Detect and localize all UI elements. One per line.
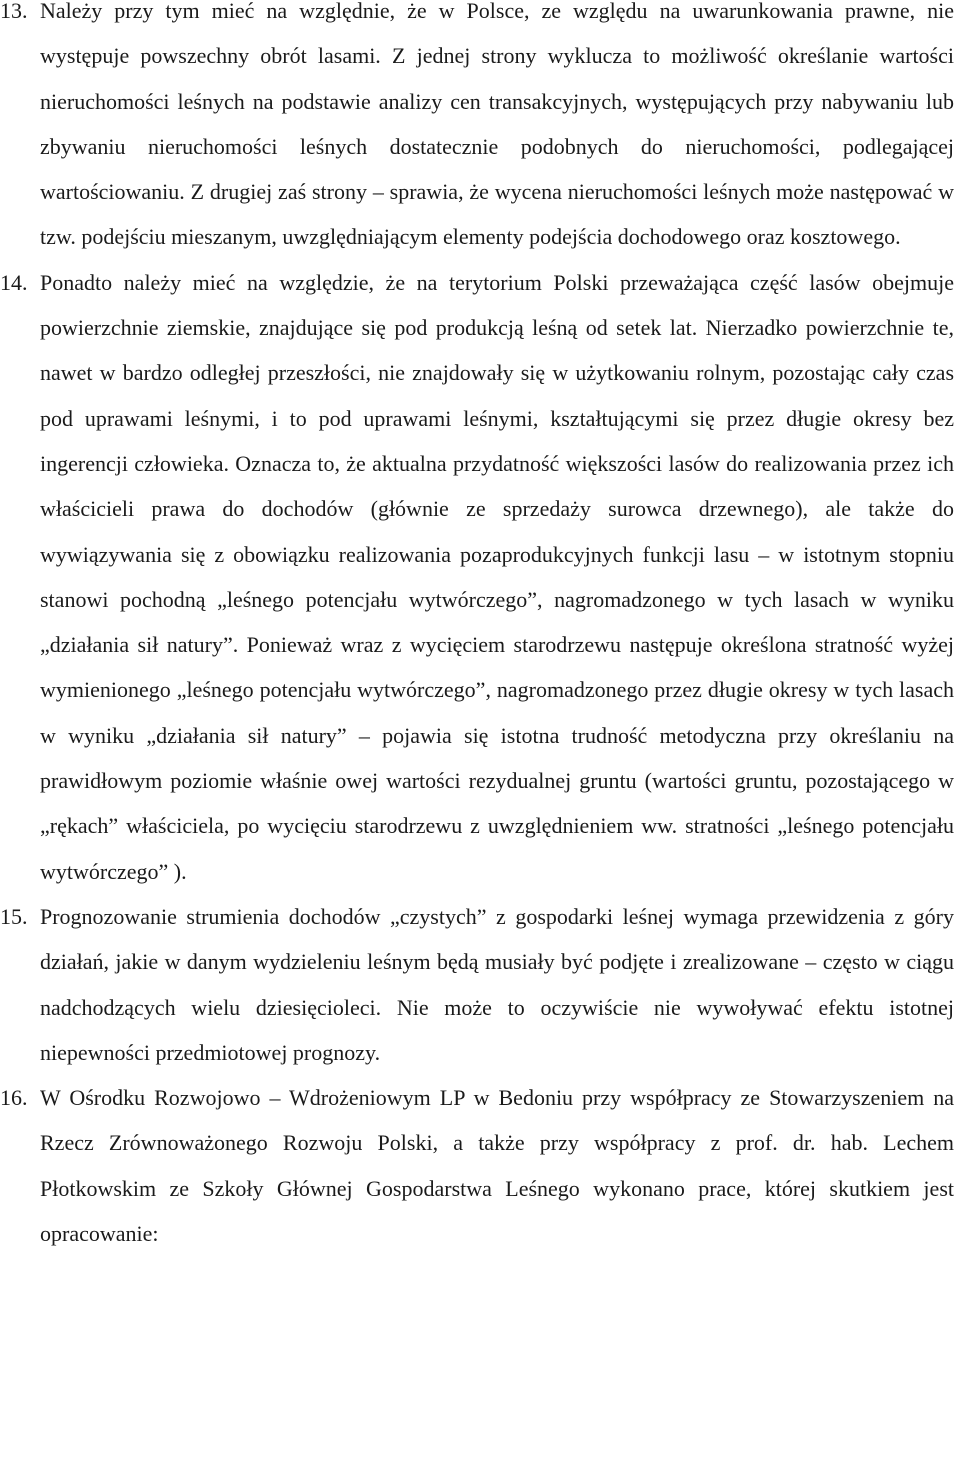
item-number: 14. [0,269,28,295]
list-item [0,260,954,894]
item-text: Należy przy tym mieć na względnie, że w Polsce, ze względu na uwarunkowania prawne, nie występuje powszechny obrót lasami. Z jednej strony wyklucza to możliwość określanie wartości nieruchomości leśnych na podstawie analizy cen transakcyjnych, występujących przy nabywaniu lub zbywaniu nieruchomości leśnych dostatecznie podobnych do nieruchomości, podlegającej wartościowaniu. Z drugiej zaś strony – sprawia, że wycena nieruchomości leśnych może następować w tzw. podejściu mieszanym, uwzględniającym elementy podejścia dochodowego oraz kosztowego. [40,0,954,250]
item-text: Ponadto należy mieć na względzie, że na terytorium Polski przeważająca część lasów obejmuje powierzchnie ziemskie, znajdujące się pod produkcją leśną od setek lat. Nierzadko powierzchnie te, nawet w bardzo odległej przeszłości, nie znajdowały się w użytkowaniu rolnym, pozostając cały czas pod uprawami leśnymi, i to pod uprawami leśnymi, kształtującymi się przez długie okresy bez ingerencji człowieka. Oznacza to, że aktualna przydatność większości lasów do realizowania przez ich właścicieli prawa do dochodów (głównie ze sprzedaży surowca drzewnego), ale także do wywiązywania się z obowiązku realizowania pozaprodukcyjnych funkcji lasu – w istotnym stopniu stanowi pochodną „leśnego potencjału wytwórczego”, nagromadzonego w tych lasach w wyniku „działania sił natury”. Ponieważ wraz z wycięciem starodrzewu następuje określona stratność wyżej wymienionego „leśnego potencjału wytwórczego”, nagromadzonego przez długie okresy w tych lasach w wyniku „działania sił natury” – pojawia się istotna trudność metodyczna przy określaniu na prawidłowym poziomie właśnie owej wartości rezydualnej gruntu (wartości gruntu, pozostającego w „rękach” właściciela, po wycięciu starodrzewu z uwzględnieniem ww. stratności „leśnego potencjału wytwórczego” ). [40,269,954,884]
item-number: 16. [0,1085,28,1111]
item-text: Prognozowanie strumienia dochodów „czystych” z gospodarki leśnej wymaga przewidzenia z góry działań, jakie w danym wydzieleniu leśnym będą musiały być podjęte i zrealizowane – często w ciągu nadchodzących wielu dziesięciolecі. Nie może to oczywiście nie wywoływać efektu istotnej niepewności przedmiotowej prognozy. [40,903,954,1065]
list-item [0,0,954,260]
item-number: 13. [0,0,28,23]
item-number: 15. [0,903,28,929]
item-text: W Ośrodku Rozwojowo – Wdrożeniowym LP w Bedoniu przy współpracy ze Stowarzyszeniem na Rzecz Zrównoważonego Rozwoju Polski, a także przy współpracy z prof. dr. hab. Lechem Płotkowskim ze Szkoły Głównej Gospodarstwa Leśnego wykonano prace, której skutkiem jest opracowanie: [40,1085,954,1247]
list-item [0,1075,954,1256]
list-item [0,894,954,1075]
